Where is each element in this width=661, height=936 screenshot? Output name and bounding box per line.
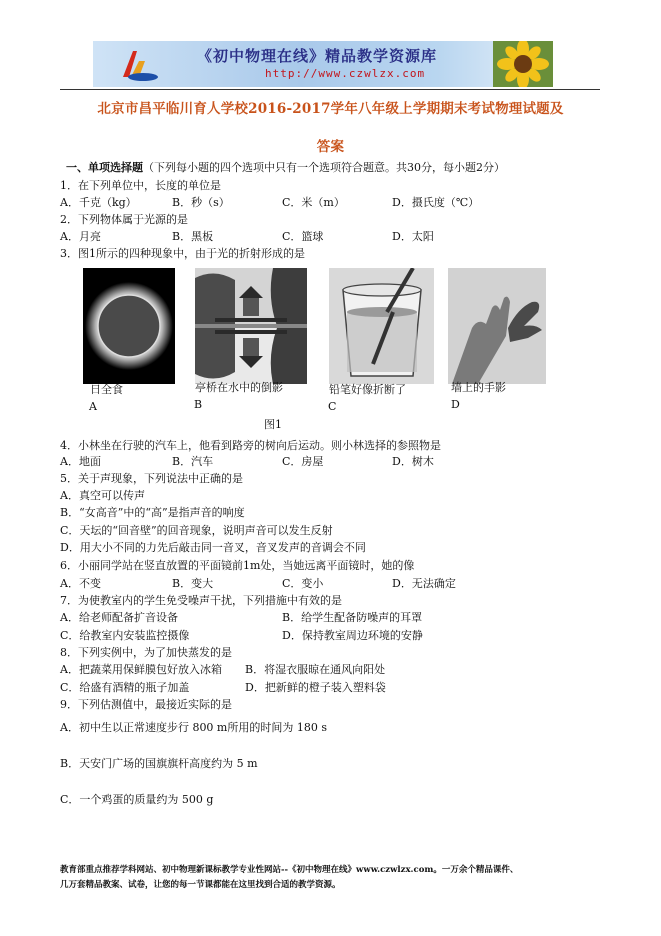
section-heading-label: 一、单项选择题 (66, 161, 143, 174)
q7-option-c: C．给教室内安装监控摄像 (60, 629, 190, 642)
q5-option-c: C．天坛的“回音壁”的回音现象，说明声音可以发生反射 (60, 524, 333, 537)
q8-option-a: A．把蔬菜用保鲜膜包好放入冰箱 (60, 663, 222, 676)
hand-shadow-image (448, 268, 546, 384)
q2-option-a: A．月亮 (60, 230, 101, 243)
q2-option-b: B．黑板 (172, 230, 214, 243)
figure-caption-c: 铅笔好像折断了 (329, 383, 406, 396)
q9-option-a: A．初中生以正常速度步行 800 m所用的时间为 180 s (60, 721, 327, 734)
sunflower-icon (493, 41, 553, 87)
figure-caption-b: 亭桥在水中的倒影 (195, 381, 283, 394)
question-7-stem: 7．为使教室内的学生免受噪声干扰，下列措施中有效的是 (60, 594, 342, 607)
figure-caption-d: 墙上的手影 (451, 381, 506, 394)
page-footer (60, 863, 620, 893)
figure-letter-a: A (89, 400, 97, 413)
site-logo-icon (119, 47, 159, 83)
question-3-stem: 3．图1所示的四种现象中，由于光的折射形成的是 (60, 247, 305, 260)
q2-option-c: C．篮球 (282, 230, 324, 243)
question-9-stem: 9．下列估测值中，最接近实际的是 (60, 698, 232, 711)
header-banner (93, 41, 553, 87)
q7-option-d: D．保持教室周边环境的安静 (282, 629, 423, 642)
q7-option-a: A．给老师配备扩音设备 (60, 611, 178, 624)
q1-option-a: A．千克（kg） (60, 196, 137, 209)
q4-option-d: D．树木 (392, 455, 434, 468)
question-8-stem: 8．下列实例中，为了加快蒸发的是 (60, 646, 232, 659)
banner-title: 《初中物理在线》精品教学资源库 (197, 47, 438, 65)
q9-option-c: C．一个鸡蛋的质量约为 500 g (60, 793, 214, 806)
footer-line-2: 几万套精品教案、试卷，让您的每一节课都能在这里找到合适的教学资源。 (60, 880, 341, 890)
bent-pencil-image (329, 268, 434, 384)
q4-option-a: A．地面 (60, 455, 101, 468)
q9-option-b: B．天安门广场的国旗旗杆高度约为 5 m (60, 757, 258, 770)
figure-letter-c: C (328, 400, 337, 413)
q5-option-b: B．“女高音”中的“高”是指声音的响度 (60, 506, 245, 519)
figure-letter-b: B (194, 398, 203, 411)
q6-option-b: B．变大 (172, 577, 214, 590)
q5-option-d: D．用大小不同的力先后敲击同一音叉，音叉发声的音调会不同 (60, 541, 366, 554)
footer-line-1: 教育部重点推荐学科网站、初中物理新课标教学专业性网站--《初中物理在线》www.czwlzx.com。一万余个精品课件、 (60, 865, 519, 875)
document-title-line2: 答案 (316, 139, 345, 155)
q1-option-c: C．米（m） (282, 196, 345, 209)
question-4-stem: 4．小林坐在行驶的汽车上，他看到路旁的树向后运动。则小林选择的参照物是 (60, 439, 441, 452)
document-title-line1: 北京市昌平临川育人学校2016-2017学年八年级上学期期末考试物理试题及 (97, 101, 564, 117)
q1-option-b: B．秒（s） (172, 196, 230, 209)
figure-caption-a: 日全食 (90, 383, 123, 396)
q1-option-d: D．摄氏度（℃） (392, 196, 480, 209)
solar-eclipse-image (83, 268, 175, 384)
banner-url: http://www.czwlzx.com (265, 67, 426, 80)
header-rule (60, 89, 600, 90)
question-1-stem: 1．在下列单位中，长度的单位是 (60, 179, 221, 192)
q8-option-b: B．将湿衣服晾在通风向阳处 (245, 663, 386, 676)
question-6-stem: 6．小丽同学站在竖直放置的平面镜前1m处，当她远离平面镜时，她的像 (60, 559, 415, 572)
q8-option-c: C．给盛有酒精的瓶子加盖 (60, 681, 190, 694)
q4-option-c: C．房屋 (282, 455, 324, 468)
q5-option-a: A．真空可以传声 (60, 489, 145, 502)
q6-option-c: C．变小 (282, 577, 324, 590)
q8-option-d: D．把新鲜的橙子装入塑料袋 (245, 681, 386, 694)
question-2-stem: 2．下列物体属于光源的是 (60, 213, 188, 226)
question-5-stem: 5．关于声现象，下列说法中正确的是 (60, 472, 243, 485)
q6-option-a: A．不变 (60, 577, 101, 590)
section-instruction: （下列每小题的四个选项中只有一个选项符合题意。共30分，每小题2分） (143, 161, 505, 174)
figure-letter-d: D (451, 398, 460, 411)
q7-option-b: B．给学生配备防噪声的耳罩 (282, 611, 423, 624)
section-heading (66, 161, 505, 175)
q6-option-d: D．无法确定 (392, 577, 456, 590)
q4-option-b: B．汽车 (172, 455, 214, 468)
figure-label: 图1 (264, 418, 282, 431)
pavilion-reflection-image (195, 268, 307, 384)
q2-option-d: D．太阳 (392, 230, 434, 243)
